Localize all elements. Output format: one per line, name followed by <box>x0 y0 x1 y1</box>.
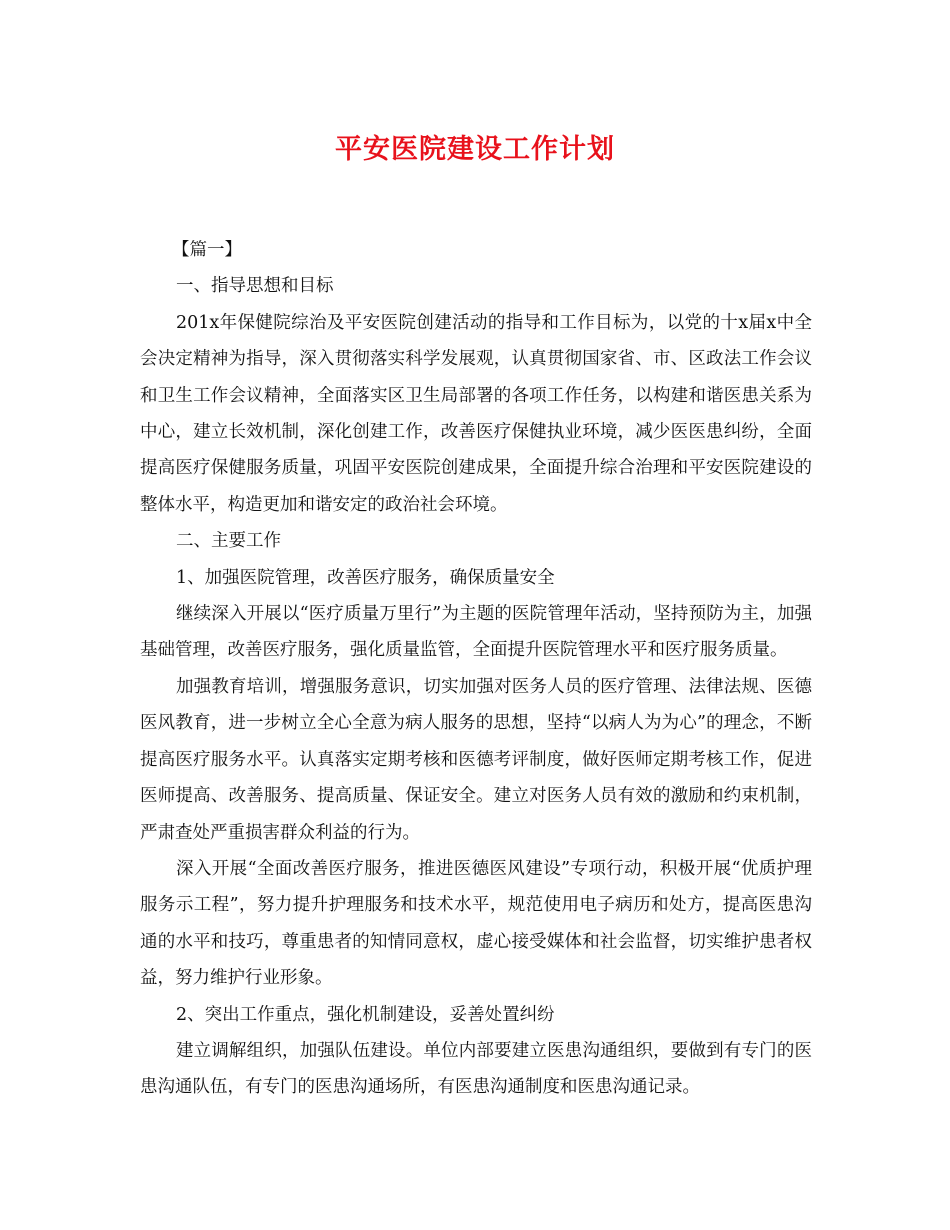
paragraph-goals: 201x年保健院综治及平安医院创建活动的指导和工作目标为，以党的十x届x中全会决定精神为指导，深入贯彻落实科学发展观，认真贯彻国家省、市、区政法工作会议和卫生工作会议精神，全面落实区卫生局部署的各项工作任务，以构建和谐医患关系为中心，建立长效机制，深化创建工作，改善医疗保健执业环境，减少医医患纠纷，全面提高医疗保健服务质量，巩固平安医院创建成果，全面提升综合治理和平安医院建设的整体水平，构造更加和谐安定的政治社会环境。 <box>140 312 812 515</box>
paragraph-service-action: 深入开展“全面改善医疗服务，推进医德医风建设”专项行动，积极开展“优质护理服务示工程”，努力提升护理服务和技术水平，规范使用电子病历和处方，提高医患沟通的水平和技巧，尊重患者的知情同意权，虚心接受媒体和社会监督，切实维护患者权益，努力维护行业形象。 <box>140 858 812 989</box>
subheading-hospital-management: 1、加强医院管理，改善医疗服务，确保质量安全 <box>176 567 555 588</box>
section-heading-guiding-ideas: 一、指导思想和目标 <box>176 276 334 297</box>
subheading-key-work: 2、突出工作重点，强化机制建设，妥善处置纠纷 <box>176 1004 555 1025</box>
document-body <box>140 232 812 1106</box>
paragraph-training: 加强教育培训，增强服务意识，切实加强对医务人员的医疗管理、法律法规、医德医风教育，进一步树立全心全意为病人服务的思想，坚持“以病人为为心”的理念，不断提高医疗服务水平。认真落实定期考核和医德考评制度，做好医师定期考核工作，促进医师提高、改善服务、提高质量、保证安全。建立对医务人员有效的激励和约束机制，严肃查处严重损害群众利益的行为。 <box>140 676 812 843</box>
section-heading-main-work: 二、主要工作 <box>176 531 281 552</box>
section-tag: 【篇一】 <box>172 240 242 260</box>
paragraph-mediation: 建立调解组织，加强队伍建设。单位内部要建立医患沟通组织，要做到有专门的医患沟通队伍，有专门的医患沟通场所，有医患沟通制度和医患沟通记录。 <box>140 1040 812 1098</box>
paragraph-quality-campaign: 继续深入开展以“医疗质量万里行”为主题的医院管理年活动，坚持预防为主，加强基础管理，改善医疗服务，强化质量监管，全面提升医院管理水平和医疗服务质量。 <box>140 604 812 661</box>
document-title: 平安医院建设工作计划 <box>335 134 615 165</box>
